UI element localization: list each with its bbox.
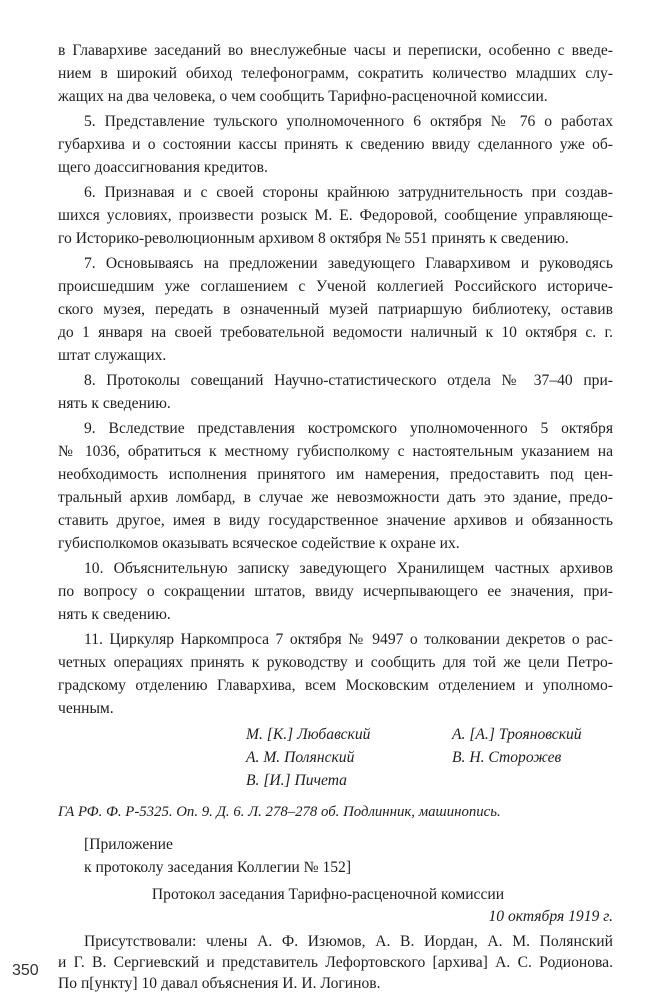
text-line: 8. Протоколы совещаний Научно-статистического отдела № 37–40 при- [84,372,613,389]
text-line: го Историко-революционным архивом 8 октября № 551 принять к сведению. [58,230,569,247]
text-line: 6. Признавая и с своей стороны крайнюю затруднительность при создав- [84,184,613,201]
text-line: градскому отделению Главархива, всем Московским отделением и уполномо- [58,677,613,694]
text-line: ченным. [58,700,114,717]
text-line: По п[ункту] 10 давал объяснения И. И. Логинов. [58,975,381,992]
signature-polyansky: А. М. Полянский [246,749,355,766]
signature-storozhev: В. Н. Сторожев [452,749,562,766]
text-line: тральный архив ломбард, в случае же невозможности дать это здание, предо- [58,489,613,506]
text-line: 11. Циркуляр Наркомпроса 7 октября № 9497 о толковании декретов о рас- [84,631,613,648]
text-line: № 1036, обратиться к местному губисполкому с настоятельным указанием на [58,443,613,460]
protocol-date: 10 октября 1919 г. [488,908,613,925]
text-line: щего доассигнования кредитов. [58,159,268,176]
signature-troyanovsky: А. [А.] Трояновский [452,726,582,743]
text-line: губисполкомов оказывать всяческое содействие к охране их. [58,535,460,552]
text-line: 7. Основываясь на предложении заведующего Главархивом и руководясь [84,255,613,272]
text-line: 9. Вследствие представления костромского уполномоченного 5 октября [84,420,613,437]
text-line: 10. Объяснительную записку заведующего Хранилищем частных архивов [84,560,613,577]
text-line: губархива и о состоянии кассы принять к сведению ввиду сделанного уже об- [58,136,613,153]
text-line: в Главархиве заседаний во внеслужебные часы и переписки, особенно с введе- [58,42,613,59]
text-line: ставить другое, имея в виду государственное значение архивов и обязанность [58,512,613,529]
text-line: по вопросу о сокращении штатов, ввиду исчерпывающего ее значения, при- [58,583,613,600]
signature-picheta: В. [И.] Пичета [246,772,347,789]
text-line: до 1 января на своей требовательной ведомости наличный к 10 октября с. г. [58,324,613,341]
text-line: нять к сведению. [58,606,171,623]
text-line: и Г. В. Сергиевский и представитель Лефортовского [архива] А. С. Родионова. [58,954,613,971]
appendix-line: [Приложение [84,836,173,853]
text-line: 5. Представление тульского уполномоченного 6 октября № 76 о работах [84,113,613,130]
text-line: шихся условиях, произвести розыск М. Е. Федоровой, сообщение управляюще- [58,207,613,224]
text-line: штат служащих. [58,347,167,364]
text-line: жащих на два человека, о чем сообщить Тарифно-расценочной комиссии. [58,88,548,105]
text-line: нять к сведению. [58,395,171,412]
text-line: происшедшим уже соглашением с Ученой коллегией Российского историче- [58,278,613,295]
text-line: Присутствовали: члены А. Ф. Изюмов, А. В. Иордан, А. М. Полянский [84,933,613,950]
text-line: необходимость исполнения принятого им намерения, предоставить под цен- [58,466,613,483]
appendix-line: к протоколу заседания Коллегии № 152] [84,859,352,876]
text-line: нием в широкий обиход телефонограмм, сократить количество младших слу- [58,65,613,82]
signature-lyubavsky: М. [К.] Любавский [246,726,371,743]
page-number: 350 [12,962,39,979]
text-line: ского музея, передать в означенный музей патриаршую библиотеку, оставив [58,301,613,318]
protocol-title: Протокол заседания Тарифно-расценочной комиссии [151,886,505,903]
archive-source-note: ГА РФ. Ф. Р-5325. Оп. 9. Д. 6. Л. 278–278 об. Подлинник, машинопись. [58,804,501,820]
text-line: четных операциях принять к руководству и сообщить для той же цели Петро- [58,654,613,671]
